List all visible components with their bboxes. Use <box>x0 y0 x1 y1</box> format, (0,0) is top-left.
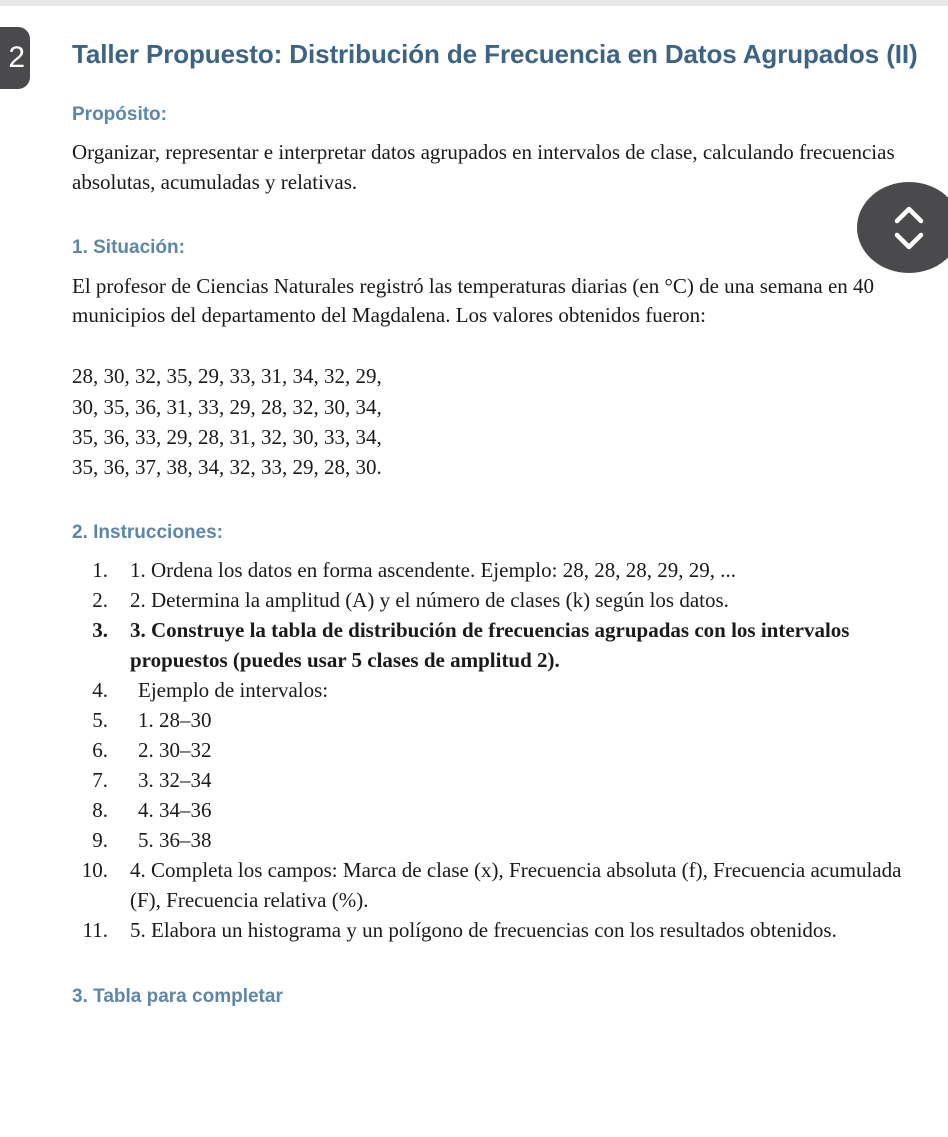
list-item: 4. Completa los campos: Marca de clase (x), Frecuencia absoluta (f), Frecuencia acumulada (F), Frecuencia relativa (%). <box>130 857 902 912</box>
list-item: Ejemplo de intervalos: <box>138 677 329 702</box>
list-item: 3. Construye la tabla de distribución de frecuencias agrupadas con los intervalos propuestos (puedes usar 5 clases de amplitud 2). <box>130 617 850 672</box>
edge-tab-badge[interactable] <box>0 27 30 89</box>
list-item: 4. 34–36 <box>138 797 212 822</box>
data-row: 30, 35, 36, 31, 33, 29, 28, 32, 30, 34, <box>72 394 382 419</box>
data-row: 28, 30, 32, 35, 29, 33, 31, 34, 32, 29, <box>72 364 382 389</box>
list-item: 5. Elabora un histograma y un polígono de frecuencias con los resultados obtenidos. <box>130 917 837 942</box>
heading-proposito: Propósito: <box>72 103 167 125</box>
list-item: 5. 36–38 <box>138 827 212 852</box>
document-content <box>72 0 922 1009</box>
list-item: 2. 30–32 <box>138 737 212 762</box>
heading-tabla: 3. Tabla para completar <box>72 985 283 1007</box>
paragraph-situacion: El profesor de Ciencias Naturales registró las temperaturas diarias (en °C) de una semana en 40 municipios del departamento del Magdalena. Los valores obtenidos fueron: <box>72 273 875 328</box>
instructions-list <box>72 546 922 945</box>
list-item: 3. 32–34 <box>138 767 212 792</box>
heading-situacion: 1. Situación: <box>72 236 185 258</box>
paragraph-proposito: Organizar, representar e interpretar datos agrupados en intervalos de clase, calculando frecuencias absolutas, acumuladas y relativas. <box>72 140 895 194</box>
list-item: 1. Ordena los datos en forma ascendente. Ejemplo: 28, 28, 28, 29, 29, ... <box>130 557 736 582</box>
page-title: Taller Propuesto: Distribución de Frecuencia en Datos Agrupados (II) <box>72 39 918 69</box>
list-item: 2. Determina la amplitud (A) y el número de clases (k) según los datos. <box>130 587 729 612</box>
edge-tab-label: 2 <box>8 41 25 74</box>
data-row: 35, 36, 33, 29, 28, 31, 32, 30, 33, 34, <box>72 425 382 449</box>
list-item: 1. 28–30 <box>138 707 212 732</box>
heading-instrucciones: 2. Instrucciones: <box>72 521 223 543</box>
data-row: 35, 36, 37, 38, 34, 32, 33, 29, 28, 30. <box>72 455 382 480</box>
data-values-block <box>72 331 922 483</box>
